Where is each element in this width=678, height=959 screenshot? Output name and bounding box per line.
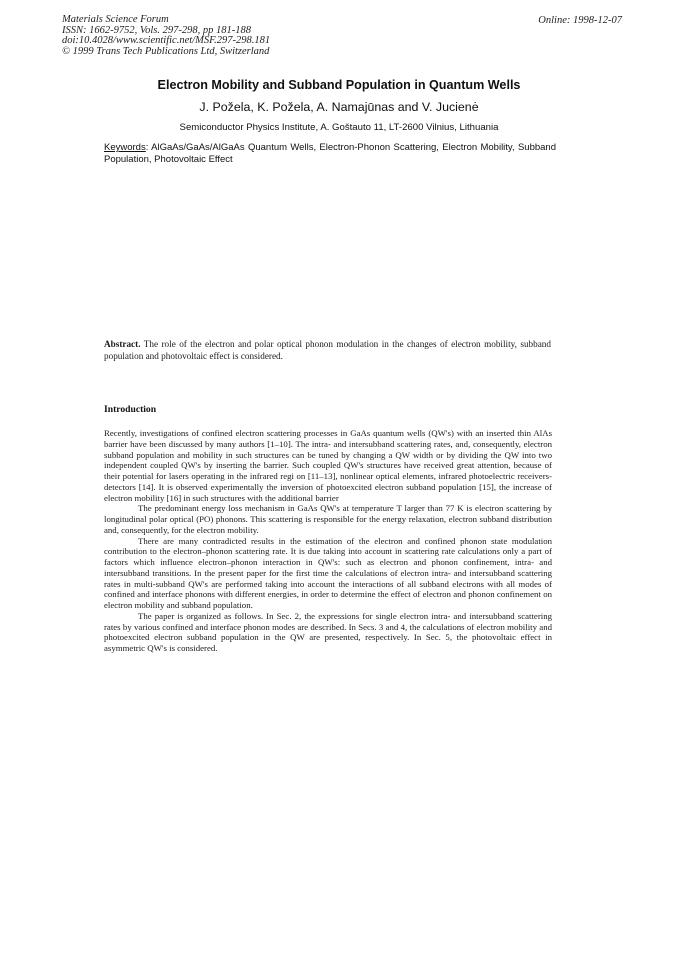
- author-list: J. Požela, K. Požela, A. Namajūnas and V. Jucienė: [199, 100, 479, 114]
- paper-title: Electron Mobility and Subband Population in Quantum Wells: [157, 78, 521, 92]
- intro-paragraph-3: There are many contradicted results in the estimation of the electron and confined phonon state modulation contribution to the electron–phonon scattering rate. It is due taking into account in scattering rate calculations only a part of factors which influence electron–phonon interaction in QW's: such as electron and phonon confinement, intra- and intersubband transitions. In the present paper for the first time the calculations of electron intra- and intersubband scattering rates in multi-subband QW's are performed taking into account the interactions of all subband electrons with all modes of confined and interface phonons with different energies, in order to determine the effect of electron and phonon confinement on electron mobility and subband population.: [104, 535, 552, 610]
- abstract: [104, 338, 551, 362]
- intro-paragraph-4: The paper is organized as follows. In Sec. 2, the expressions for single electron intra- and intersubband scattering rates by various confined and interface phonon modes are described. In Secs. 3 and 4, the calculations of electron mobility and photoexcited electron subband population in the QW are presented, respectively. In Sec. 5, the photovoltaic effect in asymmetric QW's is considered.: [104, 610, 552, 653]
- keywords-text: : AlGaAs/GaAs/AlGaAs Quantum Wells, Electron-Phonon Scattering, Electron Mobility, Subband Population, Photovoltaic Effect: [104, 142, 556, 165]
- abstract-label: Abstract.: [104, 339, 141, 349]
- abstract-text: The role of the electron and polar optical phonon modulation in the changes of electron mobility, subband population and photovoltaic effect is considered.: [104, 339, 551, 361]
- doi-line: doi:10.4028/www.scientific.net/MSF.297-298.181: [62, 35, 271, 47]
- publication-info: [62, 15, 270, 57]
- journal-name: Materials Science Forum: [62, 14, 169, 25]
- keywords-label: Keywords: [104, 142, 146, 153]
- affiliation: Semiconductor Physics Institute, A. Goštauto 11, LT-2600 Vilnius, Lithuania: [179, 122, 499, 133]
- intro-paragraph-1: Recently, investigations of confined electron scattering processes in GaAs quantum wells (QW's) with an inserted thin AlAs barrier have been discussed by many authors [1–10]. The intra- and intersubband scattering rates, and, consequently, electron subband population and mobility in such structures can be tuned by changing a QW width or by dividing the QW into two independent coupled QW's by inserting the barrier. Such coupled QW's structures have received great attention, because of their potential for lasers operating in the infrared regi on [11–13], nonlinear optical elements, infrared photoelectric receivers-detectors [14]. It is observed experimentally the inversion of photoexcited electron subband population [15], the increase of electron mobility [16] in such structures with the additional barrier: [104, 428, 552, 503]
- introduction-heading: Introduction: [104, 404, 157, 415]
- issn-line: ISSN: 1662-9752, Vols. 297-298, pp 181-188: [62, 24, 251, 36]
- keywords: [104, 142, 556, 166]
- copyright-line: © 1999 Trans Tech Publications Ltd, Switzerland: [62, 45, 270, 57]
- online-date: Online: 1998-12-07: [538, 15, 622, 26]
- introduction-body: [104, 428, 552, 654]
- intro-paragraph-2: The predominant energy loss mechanism in GaAs QW's at temperature T larger than 77 K is electron scattering by longitudinal polar optical (PO) phonons. This scattering is responsible for the energy relaxation, electron subband distribution and, consequently, for the electron mobility.: [104, 503, 552, 535]
